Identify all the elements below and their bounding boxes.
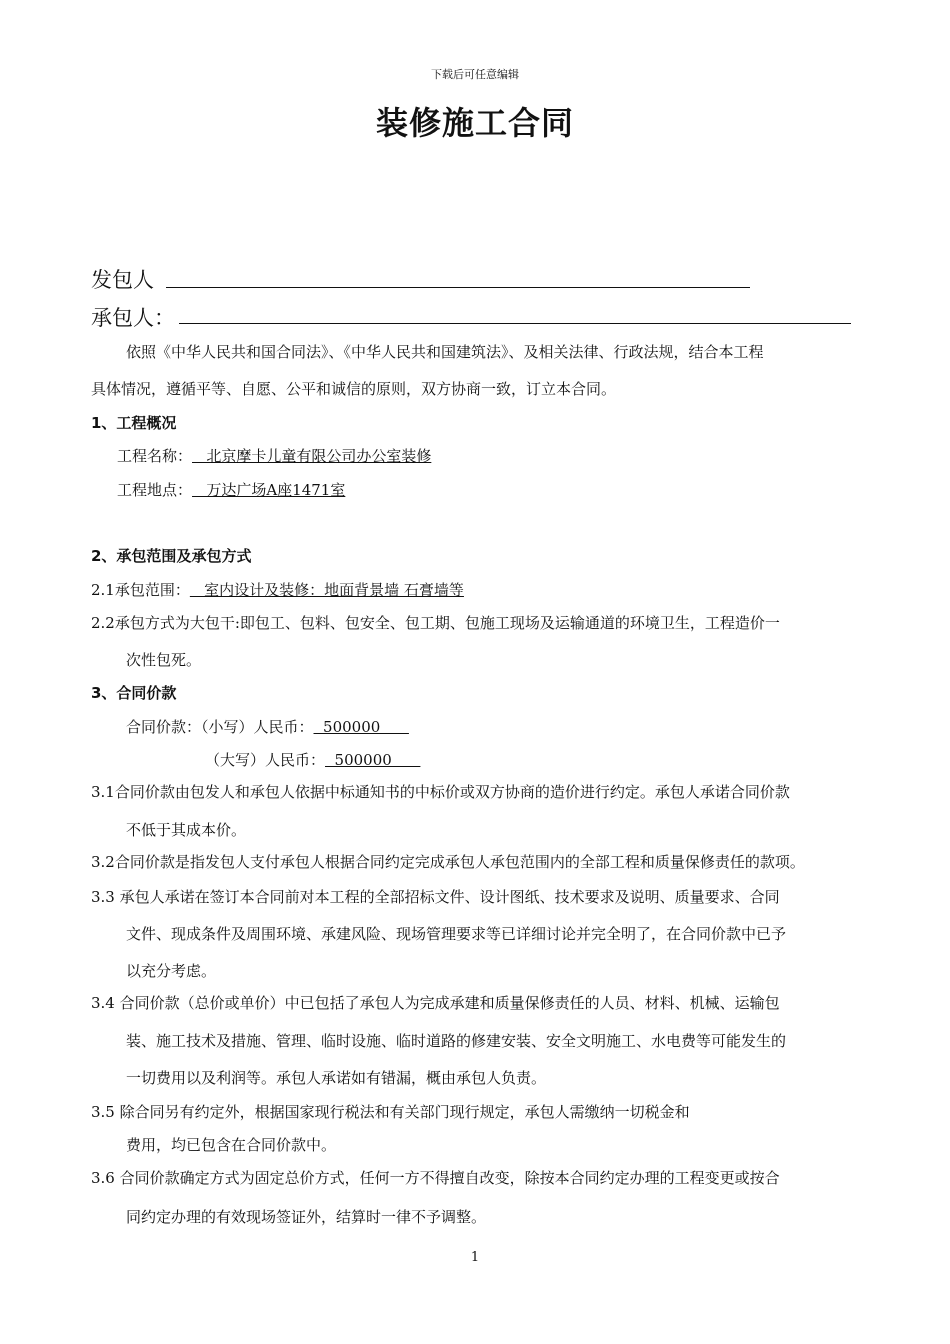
scope-value: 室内设计及装修：地面背景墙 石膏墙等 <box>189 581 464 599</box>
contractor-label: 承包人： <box>91 306 175 330</box>
clause-3-2: 3.2合同价款是指发包人支付承包人根据合同约定完成承包人承包范围内的全部工程和质量保修责任的款项。 <box>91 853 805 871</box>
clause-3-5-line-2: 费用，均已包含在合同价款中。 <box>126 1136 337 1154</box>
scope-label: 2.1承包范围： <box>91 581 190 599</box>
contract-mode-line-1: 2.2承包方式为大包干:即包工、包料、包安全、包工期、包施工现场及运输通道的环境卫生，工程造价一 <box>91 614 780 632</box>
contract-mode-line-2: 次性包死。 <box>126 651 202 669</box>
project-location-value: 万达广场A座1471室 <box>192 481 346 499</box>
clause-3-3-line-3: 以充分考虑。 <box>126 962 217 980</box>
section-3-heading: 3、合同价款 <box>91 684 177 702</box>
project-name-row <box>117 445 431 466</box>
clause-3-3-line-2: 文件、现成条件及周围环境、承建风险、现场管理要求等已详细讨论并完全明了，在合同价款中已予 <box>126 925 787 943</box>
page-number: 1 <box>470 1250 480 1265</box>
clause-3-1-line-2: 不低于其成本价。 <box>126 821 247 839</box>
contractor-signature-line[interactable] <box>179 323 851 324</box>
document-title: 装修施工合同 <box>375 104 574 142</box>
clause-3-1-line-1: 3.1合同价款由包发人和承包人依据中标通知书的中标价或双方协商的造价进行约定。承包人承诺合同价款 <box>91 783 790 801</box>
header-note: 下载后可任意编辑 <box>431 68 519 81</box>
section-1-heading: 1、工程概况 <box>91 414 177 432</box>
preamble-line-2: 具体情况，遵循平等、自愿、公平和诚信的原则，双方协商一致，订立本合同。 <box>91 380 617 398</box>
scope-row <box>91 579 464 600</box>
project-location-label: 工程地点： <box>117 481 193 499</box>
clause-3-6-line-1: 3.6 合同价款确定方式为固定总价方式，任何一方不得擅自改变，除按本合同约定办理的工程变更或按合 <box>91 1169 780 1187</box>
price-small-value: 500000 <box>313 718 409 736</box>
price-large-row <box>205 749 420 770</box>
clause-3-3-line-1: 3.3 承包人承诺在签订本合同前对本工程的全部招标文件、设计图纸、技术要求及说明、质量要求、合同 <box>91 888 780 906</box>
clause-3-4-line-1: 3.4 合同价款（总价或单价）中已包括了承包人为完成承建和质量保修责任的人员、材料、机械、运输包 <box>91 994 780 1012</box>
price-large-label: （大写）人民币： <box>205 751 326 769</box>
section-2-heading: 2、承包范围及承包方式 <box>91 547 252 565</box>
project-name-label: 工程名称： <box>117 447 193 465</box>
client-signature-line[interactable] <box>166 287 750 288</box>
price-small-label: 合同价款：（小写）人民币： <box>126 718 314 736</box>
clause-3-6-line-2: 同约定办理的有效现场签证外，结算时一律不予调整。 <box>126 1208 487 1226</box>
clause-3-4-line-2: 装、施工技术及措施、管理、临时设施、临时道路的修建安装、安全文明施工、水电费等可能发生的 <box>126 1032 787 1050</box>
clause-3-5-line-1: 3.5 除合同另有约定外，根据国家现行税法和有关部门现行规定，承包人需缴纳一切税金和 <box>91 1103 690 1121</box>
price-small-row <box>126 716 409 737</box>
clause-3-4-line-3: 一切费用以及利润等。承包人承诺如有错漏，概由承包人负责。 <box>126 1069 547 1087</box>
client-label: 发包人 <box>91 268 154 292</box>
project-location-row <box>117 479 345 500</box>
price-large-value: 500000 <box>325 751 421 769</box>
project-name-value: 北京摩卡儿童有限公司办公室装修 <box>192 447 432 465</box>
preamble-line-1: 依照《中华人民共和国合同法》、《中华人民共和国建筑法》、及相关法律、行政法规，结合本工程 <box>126 343 764 361</box>
